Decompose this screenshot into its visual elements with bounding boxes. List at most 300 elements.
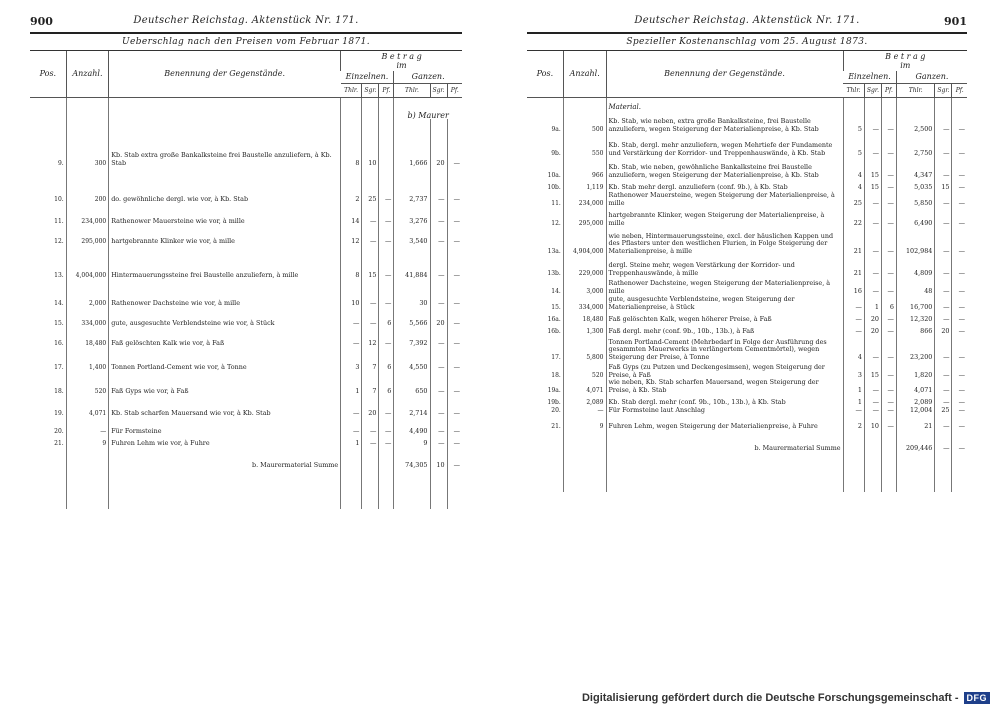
cell-empty bbox=[30, 447, 66, 469]
cell-anzahl: 1,300 bbox=[563, 323, 606, 335]
cell-e-pf: 6 bbox=[379, 307, 394, 327]
cell-e-pf: — bbox=[882, 414, 897, 430]
cell-g-sgr: — bbox=[935, 311, 952, 323]
cell-e-pf: — bbox=[882, 157, 897, 179]
cell-text: hartgebrannte Klinker, wegen Steigerung der Materialienpreise, à mille bbox=[606, 207, 843, 227]
cell-empty bbox=[527, 430, 563, 452]
cell-e-sgr: — bbox=[864, 379, 881, 394]
cell-pos: 19. bbox=[54, 409, 64, 417]
dfg-logo-icon: DFG bbox=[964, 692, 991, 704]
cell-pos: 19a. bbox=[547, 386, 561, 394]
table-row bbox=[527, 406, 967, 414]
cell-pos: 13a. bbox=[547, 247, 561, 255]
cell-e-pf: — bbox=[882, 133, 897, 157]
table-row bbox=[30, 167, 462, 203]
col-g-thlr: Thlr. bbox=[896, 83, 934, 97]
cell-g-pf: — bbox=[952, 191, 967, 207]
cell-g-pf: — bbox=[952, 323, 967, 335]
cell-g-pf: — bbox=[952, 277, 967, 295]
cell-e-sgr: — bbox=[362, 417, 379, 435]
cell-g-thlr: 4,347 bbox=[896, 157, 934, 179]
cell-g-sgr: — bbox=[935, 295, 952, 311]
cell-e-sgr: — bbox=[864, 335, 881, 361]
cell-text: Tonnen Portland-Cement wie vor, à Tonne bbox=[109, 347, 341, 371]
cell-e-sgr: 10 bbox=[864, 414, 881, 430]
sum-row bbox=[30, 447, 462, 469]
cell-pos: 21. bbox=[551, 422, 561, 430]
cell-anzahl: — bbox=[66, 417, 109, 435]
filler-row bbox=[527, 452, 967, 492]
cell-empty bbox=[843, 430, 864, 452]
cell-e-thlr: 22 bbox=[843, 207, 864, 227]
cell-pos: 16a. bbox=[547, 315, 561, 323]
cell-e-thlr: 8 bbox=[341, 119, 362, 167]
cell-e-thlr: — bbox=[341, 327, 362, 347]
cell-e-sgr: — bbox=[864, 277, 881, 295]
table-row bbox=[527, 207, 967, 227]
cell-e-sgr: — bbox=[864, 191, 881, 207]
cell-anzahl: 234,000 bbox=[563, 191, 606, 207]
col-anzahl: Anzahl. bbox=[563, 51, 606, 97]
cell-g-pf: — bbox=[952, 255, 967, 277]
cell-g-pf: — bbox=[447, 371, 462, 395]
cell-e-sgr: — bbox=[362, 279, 379, 307]
cell-g-pf: — bbox=[952, 111, 967, 133]
cell-text: Kb. Stab, dergl. mehr anzuliefern, wegen Mehrtiefe der Fundamente und Verstärkung der Korridor- und Treppenhauswände, à Kb. Stab bbox=[606, 133, 843, 157]
cell-e-sgr: — bbox=[864, 133, 881, 157]
cell-e-thlr: — bbox=[843, 311, 864, 323]
table-row bbox=[527, 311, 967, 323]
cell-g-pf: — bbox=[952, 133, 967, 157]
table-row bbox=[527, 157, 967, 179]
table-row bbox=[30, 435, 462, 447]
cell-pos: 13. bbox=[54, 271, 64, 279]
cell-text: gute, ausgesuchte Verblendsteine wie vor, à Stück bbox=[109, 307, 341, 327]
cell-pos: 9a. bbox=[551, 125, 561, 133]
cell-e-pf: — bbox=[379, 203, 394, 225]
table-row bbox=[30, 417, 462, 435]
cell-text: Hintermauerungssteine frei Baustelle anzuliefern, à mille bbox=[109, 245, 341, 279]
cell-e-pf: — bbox=[882, 406, 897, 414]
cell-text: wie neben, Hintermauerungssteine, excl. der häuslichen Kappen und des Pflasters unter den westlichen Flurien, in Folge Steigerung der Materialienpreise, à mille bbox=[606, 227, 843, 255]
cell-anzahl: 550 bbox=[563, 133, 606, 157]
cell-text: Rathenower Mauersteine wie vor, à mille bbox=[109, 203, 341, 225]
cell-g-thlr: 3,276 bbox=[394, 203, 430, 225]
cell-e-pf: 6 bbox=[379, 371, 394, 395]
cell-g-thlr: 48 bbox=[896, 277, 934, 295]
cell-g-pf: — bbox=[447, 347, 462, 371]
col-e-pf: Pf. bbox=[379, 83, 394, 97]
cell-e-thlr: 1 bbox=[341, 371, 362, 395]
cell-pos: 10a. bbox=[547, 171, 561, 179]
cell-g-pf: — bbox=[952, 179, 967, 191]
cell-g-thlr: 7,392 bbox=[394, 327, 430, 347]
cell-g-thlr: 4,550 bbox=[394, 347, 430, 371]
cell-g-sgr: — bbox=[935, 335, 952, 361]
footer-text: Digitalisierung gefördert durch die Deutsche Forschungsgemeinschaft - bbox=[581, 692, 959, 704]
cell-e-thlr: 10 bbox=[341, 279, 362, 307]
cell-g-pf: — bbox=[447, 417, 462, 435]
cell-anzahl: 3,000 bbox=[563, 277, 606, 295]
cell-e-pf: — bbox=[379, 225, 394, 245]
cell-e-sgr: — bbox=[864, 406, 881, 414]
cell-g-thlr: 4,490 bbox=[394, 417, 430, 435]
cell-text: Kb. Stab dergl. mehr (conf. 9b., 10b., 13b.), à Kb. Stab bbox=[606, 394, 843, 406]
cell-e-sgr: — bbox=[362, 435, 379, 447]
cell-e-sgr: — bbox=[362, 203, 379, 225]
cell-e-sgr: 20 bbox=[864, 323, 881, 335]
cell-e-pf: — bbox=[882, 277, 897, 295]
cell-g-sgr: — bbox=[935, 379, 952, 394]
cell-pos: 16. bbox=[54, 339, 64, 347]
cell-g-pf: — bbox=[952, 406, 967, 414]
table-row bbox=[527, 227, 967, 255]
running-head: Deutscher Reichstag. Aktenstück Nr. 171. bbox=[634, 15, 860, 26]
cell-e-thlr: 8 bbox=[341, 245, 362, 279]
cell-g-sgr: 25 bbox=[935, 406, 952, 414]
filler-row bbox=[30, 469, 462, 509]
sum-row bbox=[527, 430, 967, 452]
cell-text: Kb. Stab extra große Bankalksteine frei Baustelle anzuliefern, à Kb. Stab bbox=[109, 119, 341, 167]
cell-g-sgr: — bbox=[935, 361, 952, 379]
cell-anzahl: 520 bbox=[66, 371, 109, 395]
cell-g-thlr: 41,884 bbox=[394, 245, 430, 279]
cell-pos: 12. bbox=[551, 219, 561, 227]
cell-g-sgr: — bbox=[430, 347, 447, 371]
cell-g-pf: — bbox=[952, 295, 967, 311]
cell-g-pf: — bbox=[952, 335, 967, 361]
col-betrag bbox=[341, 51, 462, 71]
sum-thlr: 209,446 bbox=[896, 430, 934, 452]
cell-anzahl: 2,089 bbox=[563, 394, 606, 406]
cell-pos: 12. bbox=[54, 237, 64, 245]
cell-e-sgr: 20 bbox=[864, 311, 881, 323]
table-row bbox=[30, 371, 462, 395]
cell-g-sgr: — bbox=[430, 225, 447, 245]
cell-g-sgr: — bbox=[430, 395, 447, 417]
cell-e-thlr: 4 bbox=[843, 157, 864, 179]
cell-anzahl: — bbox=[563, 406, 606, 414]
cell-empty bbox=[379, 447, 394, 469]
table-row bbox=[30, 279, 462, 307]
cell-g-thlr: 1,820 bbox=[896, 361, 934, 379]
table-row bbox=[527, 414, 967, 430]
cell-text: Fuhren Lehm wie vor, à Fuhre bbox=[109, 435, 341, 447]
cell-g-thlr: 866 bbox=[896, 323, 934, 335]
cell-g-pf: — bbox=[447, 435, 462, 447]
cell-g-pf: — bbox=[447, 167, 462, 203]
cell-g-thlr: 12,004 bbox=[896, 406, 934, 414]
cell-text: Kb. Stab scharfen Mauersand wie vor, à Kb. Stab bbox=[109, 395, 341, 417]
col-betrag bbox=[843, 51, 967, 71]
cell-g-thlr: 2,089 bbox=[896, 394, 934, 406]
cell-g-sgr: — bbox=[430, 203, 447, 225]
sum-pf: — bbox=[447, 447, 462, 469]
cell-text: gute, ausgesuchte Verblendsteine, wegen Steigerung der Materialienpreise, à Stück bbox=[606, 295, 843, 311]
cell-text: Faß gelöschten Kalk, wegen höherer Preise, à Faß bbox=[606, 311, 843, 323]
cell-g-sgr: 15 bbox=[935, 179, 952, 191]
cell-e-pf: — bbox=[882, 111, 897, 133]
cell-g-pf: — bbox=[952, 394, 967, 406]
cell-anzahl: 9 bbox=[563, 414, 606, 430]
cell-g-pf: — bbox=[952, 207, 967, 227]
col-ganzen: Ganzen. bbox=[394, 71, 462, 83]
cell-anzahl: 295,000 bbox=[563, 207, 606, 227]
cell-anzahl: 4,904,000 bbox=[563, 227, 606, 255]
cell-pos: 11. bbox=[54, 217, 64, 225]
cell-g-thlr: 102,984 bbox=[896, 227, 934, 255]
table-row bbox=[527, 277, 967, 295]
cell-text: Rathenower Dachsteine, wegen Steigerung der Materialienpreise, à mille bbox=[606, 277, 843, 295]
cell-e-thlr: 1 bbox=[843, 379, 864, 394]
cell-e-pf: — bbox=[882, 361, 897, 379]
cell-e-sgr: — bbox=[362, 307, 379, 327]
cell-g-sgr: — bbox=[935, 157, 952, 179]
col-g-sgr: Sgr. bbox=[430, 83, 447, 97]
cell-pos: 9. bbox=[57, 159, 64, 167]
cell-pos: 10. bbox=[54, 195, 64, 203]
col-e-pf: Pf. bbox=[882, 83, 897, 97]
col-anzahl: Anzahl. bbox=[66, 51, 109, 97]
cell-anzahl: 5,800 bbox=[563, 335, 606, 361]
cell-g-sgr: 20 bbox=[430, 119, 447, 167]
cell-g-pf: — bbox=[952, 311, 967, 323]
cell-g-sgr: — bbox=[430, 417, 447, 435]
cell-g-thlr: 4,809 bbox=[896, 255, 934, 277]
cell-anzahl: 300 bbox=[66, 119, 109, 167]
cell-g-pf: — bbox=[447, 327, 462, 347]
cell-g-sgr: — bbox=[430, 371, 447, 395]
running-head: Deutscher Reichstag. Aktenstück Nr. 171. bbox=[133, 15, 359, 26]
page-number: 900 bbox=[30, 15, 53, 28]
cell-e-thlr: 2 bbox=[341, 167, 362, 203]
cell-text: Für Formsteine laut Anschlag bbox=[606, 406, 843, 414]
cell-pos: 21. bbox=[54, 439, 64, 447]
cell-e-pf: — bbox=[882, 379, 897, 394]
table-row bbox=[527, 295, 967, 311]
cost-table bbox=[527, 51, 967, 492]
cell-g-sgr: 20 bbox=[430, 307, 447, 327]
cell-empty bbox=[341, 447, 362, 469]
cell-g-thlr: 3,540 bbox=[394, 225, 430, 245]
table-row bbox=[30, 307, 462, 327]
cell-g-pf: — bbox=[952, 227, 967, 255]
cell-anzahl: 18,480 bbox=[66, 327, 109, 347]
cell-g-pf: — bbox=[447, 395, 462, 417]
cell-e-sgr: — bbox=[864, 227, 881, 255]
cell-e-sgr: 10 bbox=[362, 119, 379, 167]
table-row bbox=[30, 347, 462, 371]
cell-g-sgr: — bbox=[935, 191, 952, 207]
cell-g-sgr: — bbox=[935, 414, 952, 430]
cell-g-pf: — bbox=[952, 361, 967, 379]
col-benennung: Benennung der Gegenstände. bbox=[109, 51, 341, 97]
cell-e-thlr: 25 bbox=[843, 191, 864, 207]
cell-text: Faß gelöschten Kalk wie vor, à Faß bbox=[109, 327, 341, 347]
cell-g-sgr: — bbox=[935, 133, 952, 157]
table-row bbox=[527, 111, 967, 133]
cell-anzahl: 4,071 bbox=[563, 379, 606, 394]
cell-g-pf: — bbox=[447, 119, 462, 167]
cell-e-thlr: 14 bbox=[341, 203, 362, 225]
cell-text: Kb. Stab mehr dergl. anzuliefern (conf. 9b.), à Kb. Stab bbox=[606, 179, 843, 191]
cell-e-thlr: — bbox=[843, 406, 864, 414]
cell-g-thlr: 5,850 bbox=[896, 191, 934, 207]
right-page bbox=[527, 0, 967, 690]
cell-empty bbox=[882, 430, 897, 452]
cell-e-thlr: 12 bbox=[341, 225, 362, 245]
cell-e-thlr: 1 bbox=[843, 394, 864, 406]
cell-g-thlr: 5,035 bbox=[896, 179, 934, 191]
table-row bbox=[527, 191, 967, 207]
cell-g-sgr: — bbox=[430, 245, 447, 279]
cell-e-thlr: — bbox=[843, 323, 864, 335]
cell-e-pf: 6 bbox=[882, 295, 897, 311]
header-rule bbox=[30, 32, 462, 34]
cell-e-pf: — bbox=[882, 179, 897, 191]
cell-e-sgr: — bbox=[864, 255, 881, 277]
cell-anzahl: 18,480 bbox=[563, 311, 606, 323]
cell-g-thlr: 6,490 bbox=[896, 207, 934, 227]
col-e-sgr: Sgr. bbox=[864, 83, 881, 97]
cell-e-pf: — bbox=[379, 395, 394, 417]
cell-text: wie neben, Kb. Stab scharfen Mauersand, wegen Steigerung der Preise, à Kb. Stab bbox=[606, 379, 843, 394]
cell-text: Tonnen Portland-Cement (Mehrbedarf in Folge der Ausführung des gesammten Mauerwerks in verlängertem Cementmörtel), wegen Steigerung der Preise, à Tonne bbox=[606, 335, 843, 361]
cell-g-thlr: 2,714 bbox=[394, 395, 430, 417]
cell-pos: 10b. bbox=[547, 183, 561, 191]
cell-e-thlr: 2 bbox=[843, 414, 864, 430]
cell-anzahl: 4,071 bbox=[66, 395, 109, 417]
cell-pos: 15. bbox=[54, 319, 64, 327]
cell-e-thlr: 21 bbox=[843, 255, 864, 277]
cell-anzahl: 234,000 bbox=[66, 203, 109, 225]
betrag-label: B e t r a g bbox=[381, 52, 422, 61]
cell-text: Fuhren Lehm, wegen Steigerung der Materialienpreise, à Fuhre bbox=[606, 414, 843, 430]
cell-text: Rathenower Dachsteine wie vor, à mille bbox=[109, 279, 341, 307]
betrag-label: B e t r a g bbox=[885, 52, 926, 61]
cell-text: Faß dergl. mehr (conf. 9b., 10b., 13b.), à Faß bbox=[606, 323, 843, 335]
cell-anzahl: 295,000 bbox=[66, 225, 109, 245]
cell-empty bbox=[362, 447, 379, 469]
col-g-pf: Pf. bbox=[447, 83, 462, 97]
cell-e-pf: — bbox=[882, 323, 897, 335]
sum-label: b. Maurermaterial Summe bbox=[606, 430, 843, 452]
cell-e-sgr: 12 bbox=[362, 327, 379, 347]
cell-anzahl: 1,400 bbox=[66, 347, 109, 371]
cell-pos: 14. bbox=[551, 287, 561, 295]
cell-pos: 17. bbox=[54, 363, 64, 371]
cell-g-sgr: — bbox=[935, 207, 952, 227]
cell-e-pf: — bbox=[379, 435, 394, 447]
cell-e-sgr: 15 bbox=[864, 179, 881, 191]
cell-g-sgr: — bbox=[430, 435, 447, 447]
cell-e-thlr: 3 bbox=[341, 347, 362, 371]
table-row bbox=[30, 225, 462, 245]
cell-text: Kb. Stab, wie neben, gewöhnliche Bankalksteine frei Baustelle anzuliefern, wegen Steigerung der Materialienpreise, à Kb. Stab bbox=[606, 157, 843, 179]
cell-e-thlr: 16 bbox=[843, 277, 864, 295]
cell-g-sgr: — bbox=[935, 394, 952, 406]
cell-anzahl: 520 bbox=[563, 361, 606, 379]
sum-pf: — bbox=[952, 430, 967, 452]
cell-g-thlr: 2,500 bbox=[896, 111, 934, 133]
col-g-thlr: Thlr. bbox=[394, 83, 430, 97]
table-row bbox=[527, 361, 967, 379]
cell-pos: 13b. bbox=[547, 269, 561, 277]
table-row bbox=[30, 327, 462, 347]
cell-text: Faß Gyps wie vor, à Faß bbox=[109, 371, 341, 395]
cell-g-thlr: 16,700 bbox=[896, 295, 934, 311]
cell-pos: 9b. bbox=[551, 149, 561, 157]
cell-e-pf: — bbox=[882, 227, 897, 255]
cell-anzahl: 1,119 bbox=[563, 179, 606, 191]
cell-e-thlr: — bbox=[843, 295, 864, 311]
sum-sgr: 10 bbox=[430, 447, 447, 469]
header-rule bbox=[527, 32, 967, 34]
cell-g-pf: — bbox=[447, 307, 462, 327]
cell-e-thlr: — bbox=[341, 307, 362, 327]
table-title: Ueberschlag nach den Preisen vom Februar 1871. bbox=[122, 37, 370, 47]
cell-e-sgr: 1 bbox=[864, 295, 881, 311]
left-page bbox=[30, 0, 462, 690]
cell-text: do. gewöhnliche dergl. wie vor, à Kb. Stab bbox=[109, 167, 341, 203]
cell-g-sgr: — bbox=[935, 111, 952, 133]
table-row bbox=[30, 203, 462, 225]
cell-g-pf: — bbox=[447, 225, 462, 245]
col-einzelnen: Einzelnen. bbox=[341, 71, 394, 83]
cell-pos: 18. bbox=[551, 371, 561, 379]
table-row bbox=[527, 255, 967, 277]
cell-pos: 19b. bbox=[547, 398, 561, 406]
cell-e-pf: — bbox=[882, 191, 897, 207]
cell-e-pf: — bbox=[379, 167, 394, 203]
cell-e-sgr: 15 bbox=[362, 245, 379, 279]
col-g-sgr: Sgr. bbox=[935, 83, 952, 97]
col-benennung: Benennung der Gegenstände. bbox=[606, 51, 843, 97]
cell-g-sgr: — bbox=[935, 255, 952, 277]
cell-text: Faß Gyps (zu Putzen und Deckengesimsen), wegen Steigerung der Preise, à Faß bbox=[606, 361, 843, 379]
cell-e-sgr: 15 bbox=[864, 157, 881, 179]
cell-g-pf: — bbox=[952, 379, 967, 394]
table-row bbox=[30, 245, 462, 279]
section-label: b) Maurer bbox=[394, 97, 462, 119]
cell-g-sgr: — bbox=[430, 279, 447, 307]
table-row bbox=[527, 379, 967, 394]
col-ganzen: Ganzen. bbox=[896, 71, 967, 83]
cell-g-thlr: 2,737 bbox=[394, 167, 430, 203]
cell-g-pf: — bbox=[447, 203, 462, 225]
col-pos: Pos. bbox=[527, 51, 563, 97]
cell-g-pf: — bbox=[952, 157, 967, 179]
table-row bbox=[527, 323, 967, 335]
page-number: 901 bbox=[944, 15, 967, 28]
table-row bbox=[30, 119, 462, 167]
cell-e-thlr: 5 bbox=[843, 111, 864, 133]
cell-e-pf: — bbox=[882, 311, 897, 323]
cell-e-pf: — bbox=[882, 207, 897, 227]
table-row bbox=[527, 133, 967, 157]
cell-e-thlr: 21 bbox=[843, 227, 864, 255]
cell-empty bbox=[563, 430, 606, 452]
cell-text: dergl. Steine mehr, wegen Verstärkung der Korridor- und Treppenhauswände, à mille bbox=[606, 255, 843, 277]
sum-sgr: — bbox=[935, 430, 952, 452]
col-e-thlr: Thlr. bbox=[341, 83, 362, 97]
cell-g-thlr: 1,666 bbox=[394, 119, 430, 167]
cell-g-thlr: 5,566 bbox=[394, 307, 430, 327]
im-label: im bbox=[396, 61, 407, 70]
table-row bbox=[527, 179, 967, 191]
cell-e-thlr: 1 bbox=[341, 435, 362, 447]
cell-e-thlr: 5 bbox=[843, 133, 864, 157]
